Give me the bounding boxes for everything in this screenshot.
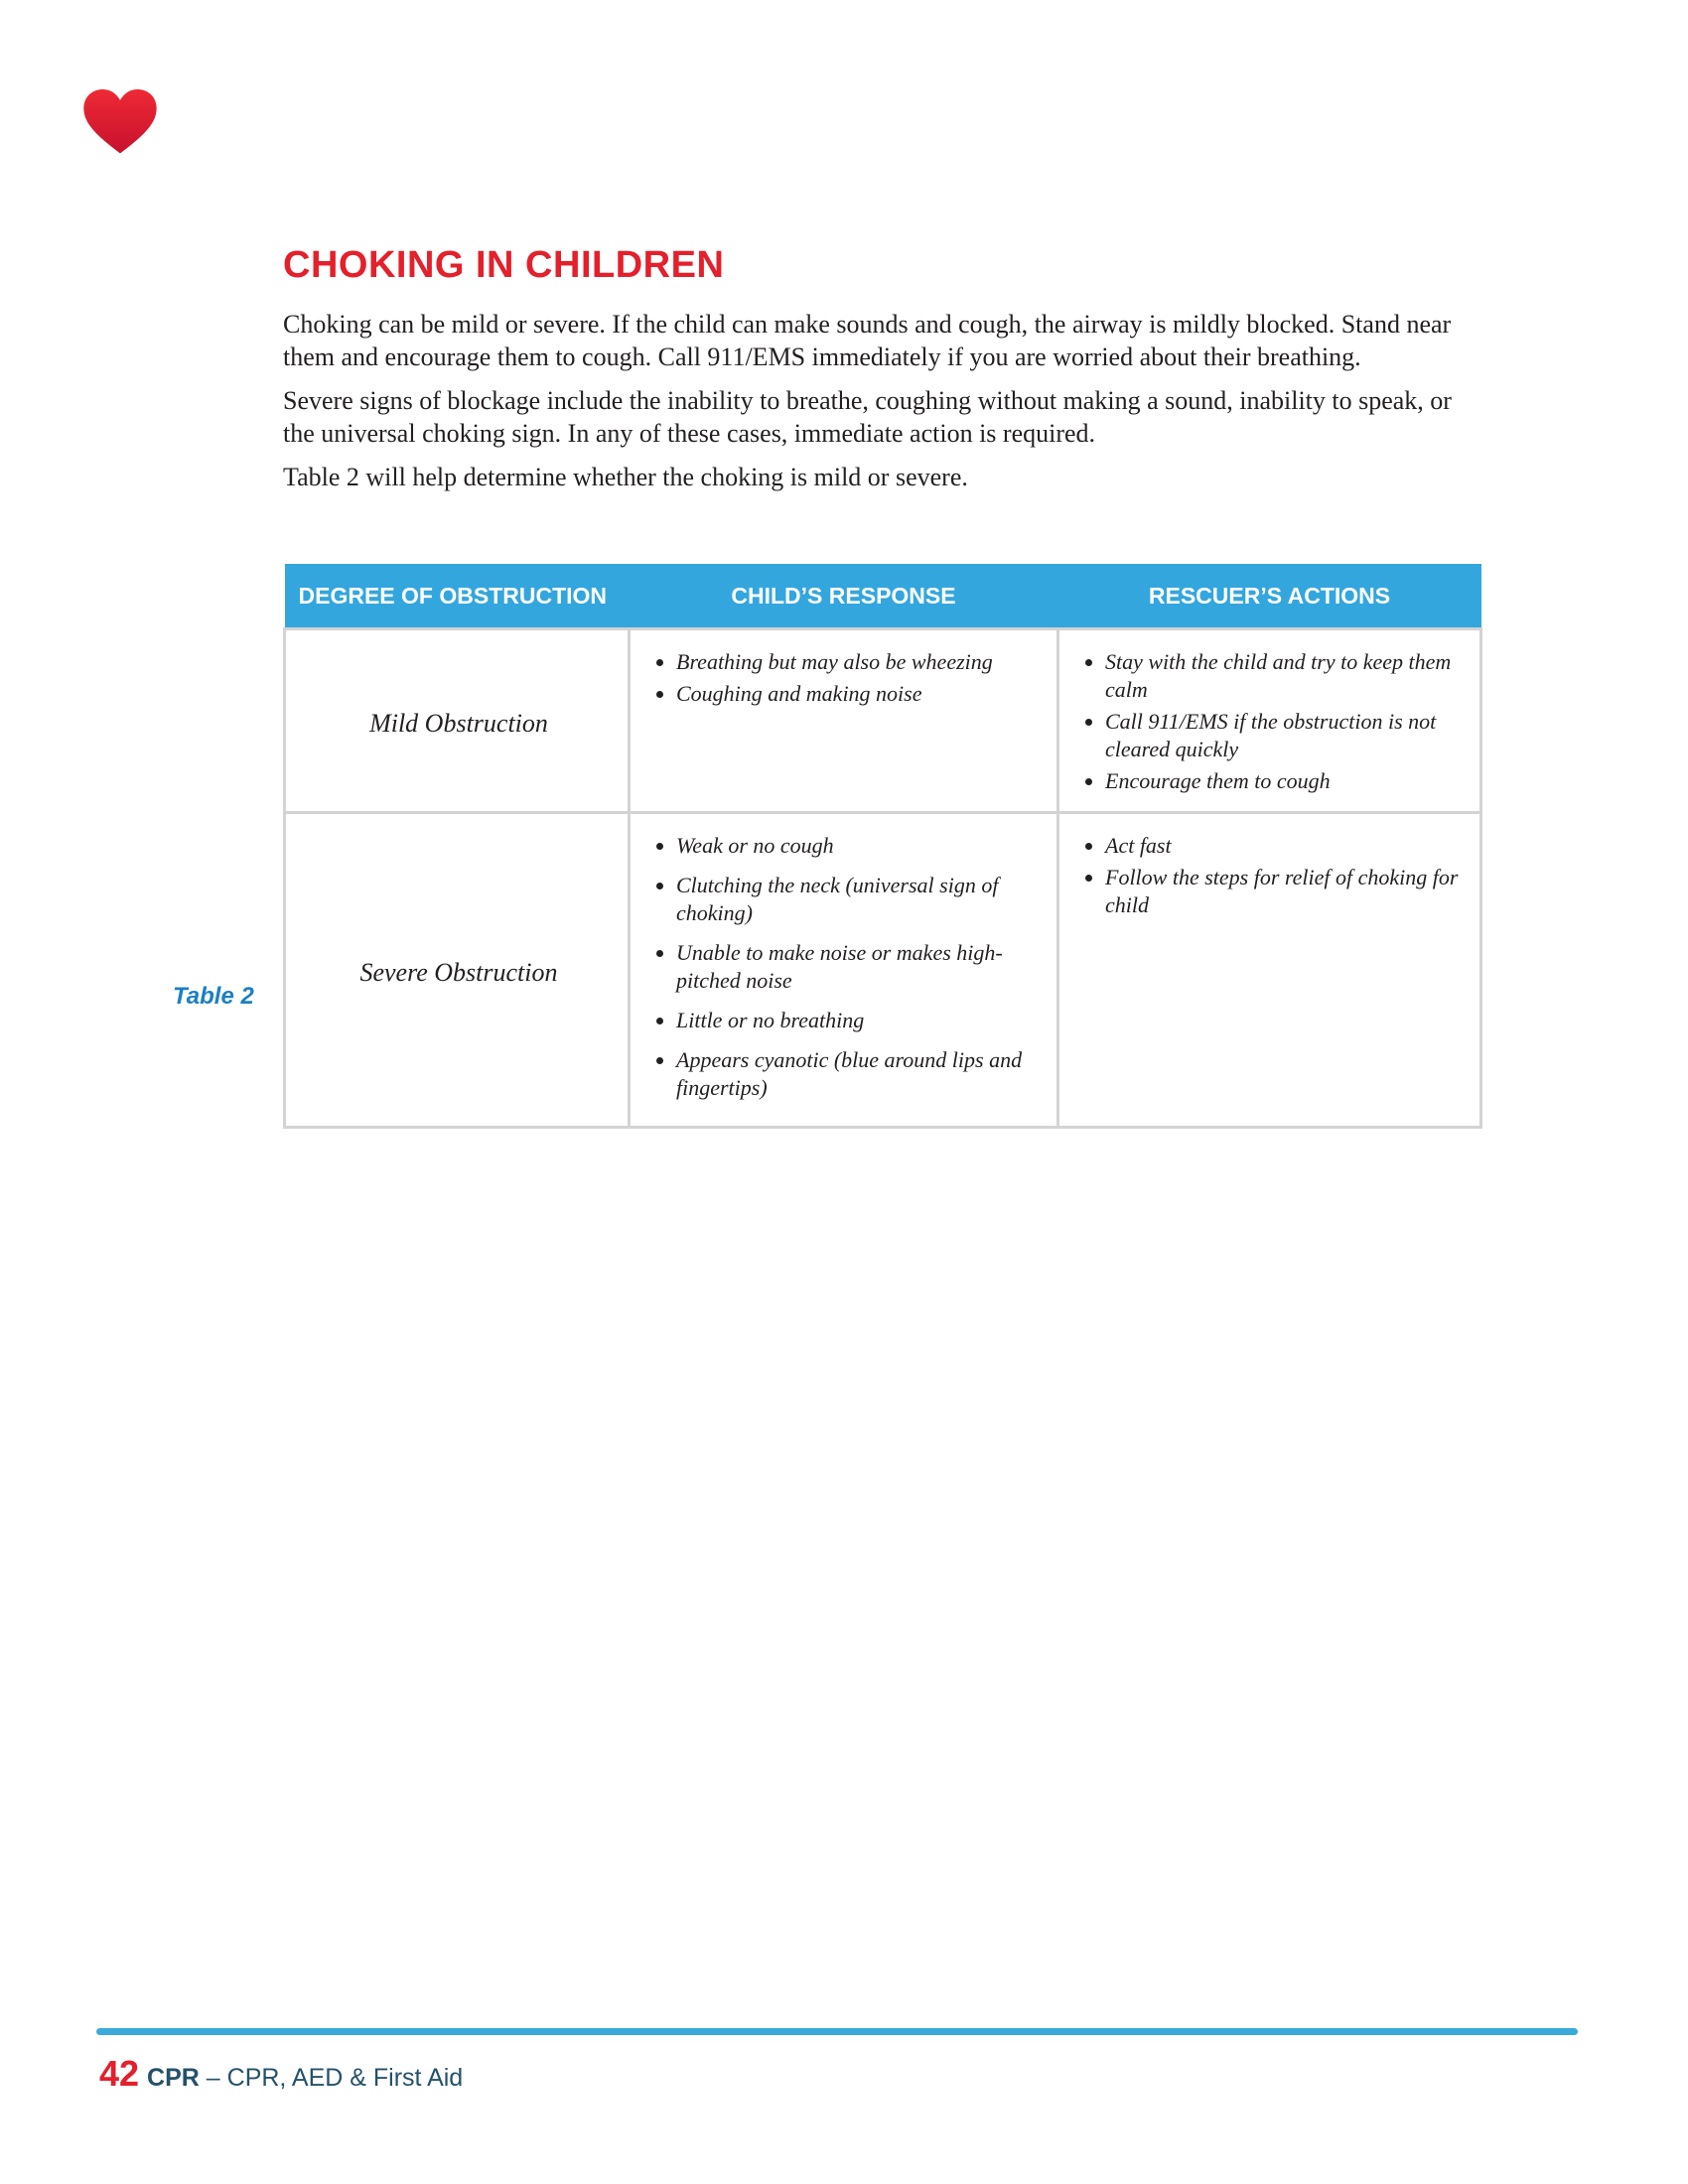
paragraph: Severe signs of blockage include the inability to breathe, coughing without making a sound, inability to speak, or the universal choking sign. In any of these cases, immediate action is required. bbox=[283, 386, 1452, 448]
heart-icon bbox=[83, 89, 157, 155]
list-item: • Act fast bbox=[1105, 832, 1460, 860]
paragraph: Choking can be mild or severe. If the child can make sounds and cough, the airway is mildly blocked. Stand near them and encourage them to cough. Call 911/EMS immediately if you are worried about their breathing. bbox=[283, 310, 1452, 371]
degree-cell: Mild Obstruction bbox=[285, 629, 630, 813]
list-item: • Clutching the neck (universal sign of choking) bbox=[676, 872, 1037, 927]
list-item: • Coughing and making noise bbox=[676, 680, 1037, 708]
page-number: 42 bbox=[99, 2053, 140, 2094]
footer bbox=[99, 2053, 463, 2095]
choking-table bbox=[283, 564, 1482, 1129]
list-item: • Unable to make noise or makes high-pitched noise bbox=[676, 939, 1037, 995]
page-title: CHOKING IN CHILDREN bbox=[283, 244, 725, 286]
footer-brand: CPR bbox=[147, 2064, 200, 2092]
body-text bbox=[283, 308, 1475, 504]
header-degree: DEGREE OF OBSTRUCTION bbox=[285, 564, 630, 629]
list-item: • Follow the steps for relief of choking for child bbox=[1105, 864, 1460, 919]
table-header-row bbox=[285, 564, 1481, 629]
header-actions: RESCUER’S ACTIONS bbox=[1058, 564, 1481, 629]
actions-cell bbox=[1058, 629, 1481, 813]
footer-title: CPR, AED & First Aid bbox=[226, 2064, 464, 2092]
paragraph: Table 2 will help determine whether the choking is mild or severe. bbox=[283, 463, 968, 491]
response-cell bbox=[630, 813, 1058, 1128]
header-response: CHILD’S RESPONSE bbox=[630, 564, 1058, 629]
list-item: • Appears cyanotic (blue around lips and fingertips) bbox=[676, 1046, 1037, 1102]
footer-separator: – bbox=[199, 2064, 227, 2092]
list-item: • Stay with the child and try to keep them calm bbox=[1105, 648, 1460, 704]
response-cell bbox=[630, 629, 1058, 813]
actions-cell bbox=[1058, 813, 1481, 1128]
footer-divider bbox=[96, 2028, 1578, 2035]
table-caption: Table 2 bbox=[173, 983, 254, 1010]
list-item: • Weak or no cough bbox=[676, 832, 1037, 860]
table-row bbox=[285, 813, 1481, 1128]
list-item: • Call 911/EMS if the obstruction is not cleared quickly bbox=[1105, 708, 1460, 763]
list-item: • Little or no breathing bbox=[676, 1007, 1037, 1034]
list-item: • Breathing but may also be wheezing bbox=[676, 648, 1037, 676]
degree-cell: Severe Obstruction bbox=[285, 813, 630, 1128]
list-item: • Encourage them to cough bbox=[1105, 767, 1460, 795]
table-row bbox=[285, 629, 1481, 813]
